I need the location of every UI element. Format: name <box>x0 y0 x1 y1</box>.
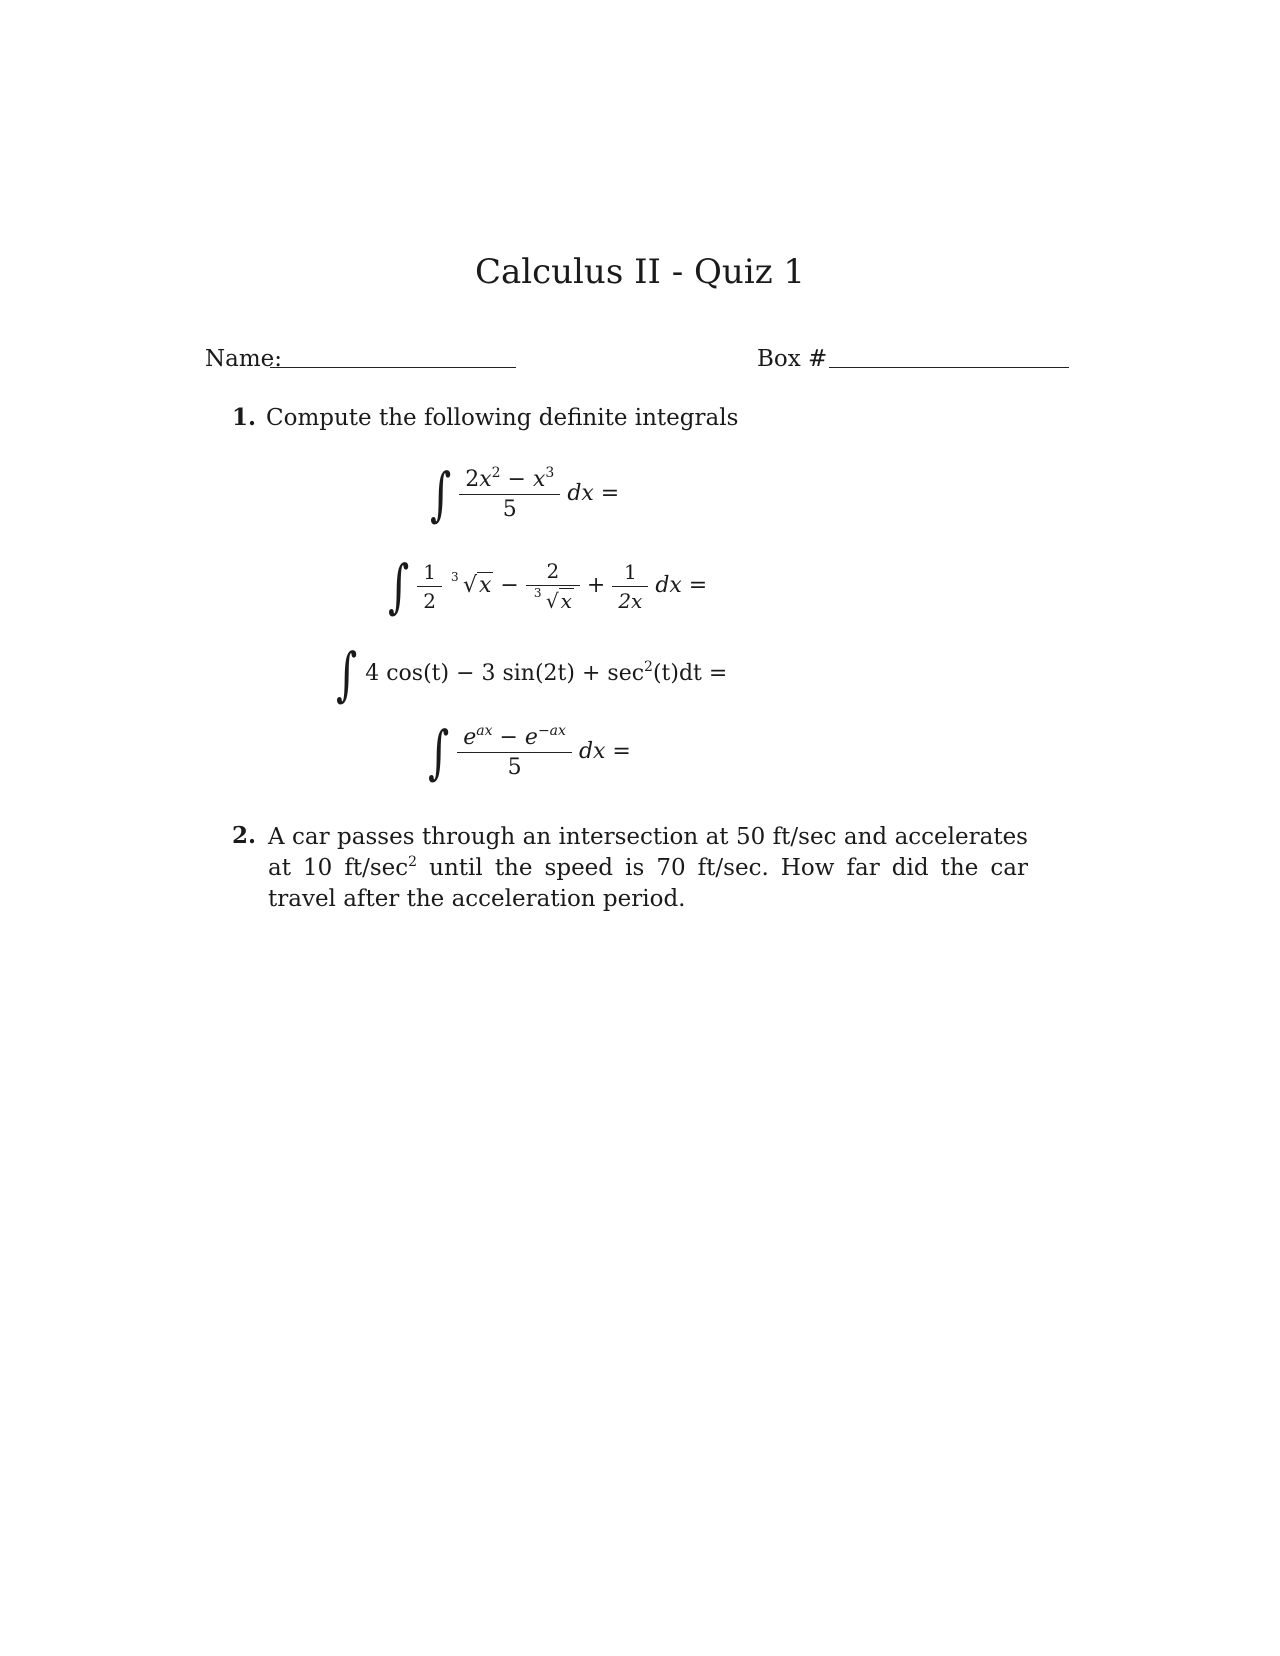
i2-root-index-2: 3 <box>533 586 542 600</box>
i2-root-index-1: 3 <box>450 570 459 584</box>
question-2-text-a: A car passes through an intersection at 50 ft/sec and accelerates at 10 ft/sec <box>268 824 1028 881</box>
i2-f2-num: 2 <box>546 559 560 583</box>
question-1-prompt: Compute the following definite integrals <box>266 405 739 431</box>
integral-sign: ∫ <box>428 718 450 786</box>
i2-minus: − <box>500 573 526 598</box>
box-blank-line[interactable] <box>829 367 1069 368</box>
i2-fraction-1 <box>420 560 439 613</box>
i2-plus: + <box>586 573 613 598</box>
i4-denominator: 5 <box>457 752 572 780</box>
question-1 <box>232 404 738 431</box>
name-blank-line[interactable] <box>270 367 516 368</box>
integral-4-fraction <box>460 722 569 780</box>
i1-exp-a: 2 <box>491 464 501 481</box>
integral-sign: ∫ <box>430 460 452 528</box>
integral-2 <box>388 552 708 620</box>
i1-exp-b: 3 <box>545 464 555 481</box>
i1-var-a: x <box>479 466 492 492</box>
integral-sign: ∫ <box>336 640 358 708</box>
integral-1-fraction <box>462 464 557 522</box>
box-label: Box # <box>757 346 828 372</box>
i2-radicand-2: x <box>560 589 572 613</box>
i4-exp-a: ax <box>476 722 493 739</box>
question-2-exponent: 2 <box>408 854 418 870</box>
i4-minus: − <box>492 724 525 750</box>
i2-fraction-2 <box>529 559 577 613</box>
question-2-text <box>268 822 1028 915</box>
integral-1 <box>430 460 620 528</box>
i4-tail: dx = <box>578 739 631 764</box>
i2-f3-num: 1 <box>623 559 637 584</box>
i3-expression-b: (t)dt = <box>652 661 728 686</box>
i2-cube-root-1: 3 √x <box>450 570 492 598</box>
i1-denominator: 5 <box>459 494 560 522</box>
name-label: Name: <box>205 346 283 372</box>
i3-expression-a: 4 cos(t) − 3 sin(2t) + sec <box>365 661 645 686</box>
integral-4 <box>428 718 631 786</box>
i2-radicand-1: x <box>478 573 492 598</box>
question-2-number-text: 2. <box>232 822 257 849</box>
i2-f1-num: 1 <box>423 559 436 584</box>
i4-e-b: e <box>524 724 538 750</box>
i3-exponent: 2 <box>644 659 653 675</box>
question-1-number: 1. <box>232 404 257 431</box>
integral-sign: ∫ <box>388 552 410 620</box>
i4-e-a: e <box>463 724 477 750</box>
i1-var-b: x <box>532 466 546 492</box>
i2-fraction-3 <box>615 560 645 613</box>
i4-exp-b: −ax <box>537 722 566 739</box>
i2-f1-den: 2 <box>417 586 442 613</box>
i2-f3-den: 2x <box>612 586 648 613</box>
question-2-text-b: until the speed is 70 ft/sec. How far did the car travel after the acceleration period. <box>268 855 1028 912</box>
i1-tail: dx = <box>567 481 620 506</box>
i1-coef: 2 <box>465 466 480 492</box>
quiz-title: Calculus II - Quiz 1 <box>474 252 806 292</box>
i1-minus: − <box>500 466 533 492</box>
i2-tail: dx = <box>655 573 708 598</box>
i2-cube-root-2: 3 √ x <box>533 586 572 613</box>
integral-3 <box>336 640 728 708</box>
question-2-number <box>232 822 266 849</box>
